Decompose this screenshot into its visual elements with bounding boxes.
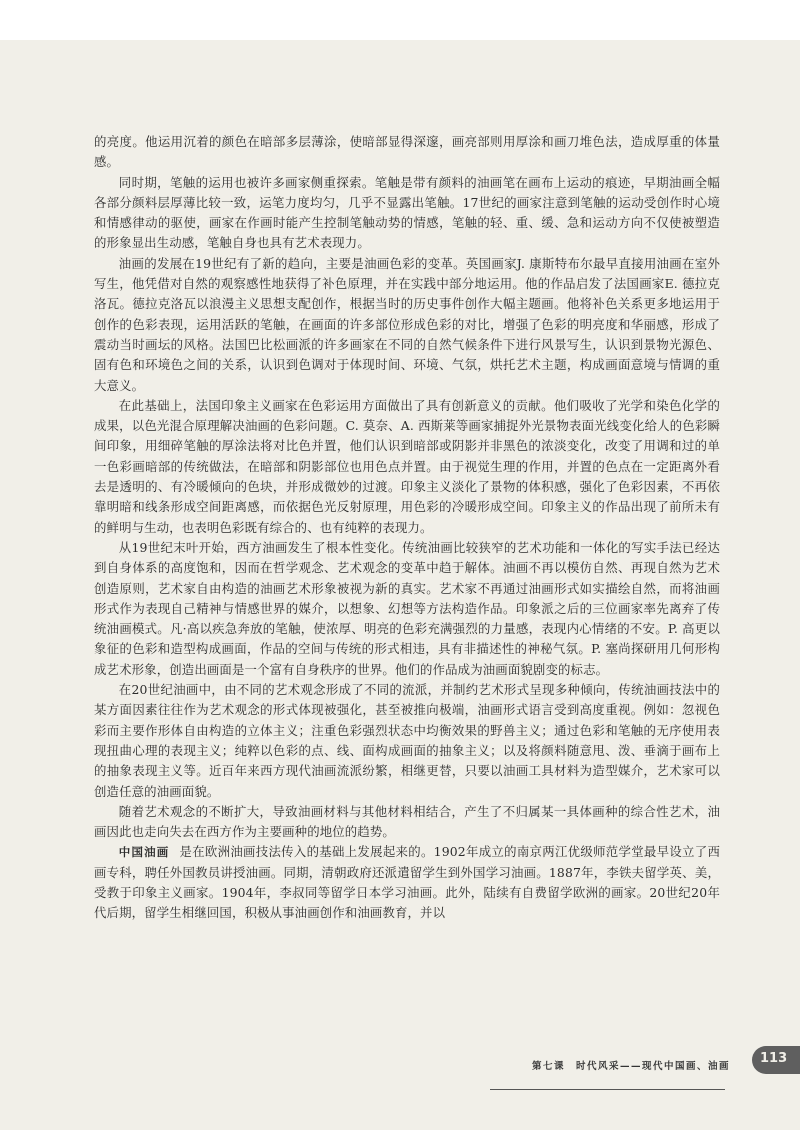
section-text: 是在欧洲油画技法传入的基础上发展起来的。1902年成立的南京两江优级师范学堂最早设立了西画专科，聘任外国教员讲授油画。同期，清朝政府还派遣留学生到外国学习油画。1887年，李铁夫留学英、美，受教于印象主义画家。1904年，李叔同等留学日本学习油画。此外，陆续有自费留学欧洲的画家。20世纪20年代后期，留学生相继回国，积极从事油画创作和油画教育，并以 — [94, 844, 721, 921]
running-title: 第七课 时代风采——现代中国画、油画 — [531, 1061, 730, 1072]
paragraph-4: 在此基础上，法国印象主义画家在色彩运用方面做出了具有创新意义的贡献。他们吸收了光学和染色化学的成果，以色光混合原理解决油画的色彩问题。C. 莫奈、A. 西斯莱等画家捕捉外光景物表面光线变化给人的色彩瞬间印象，用细碎笔触的厚涂法将对比色并置，他们认识到暗部或阴影并非黑色的浓淡变化，改变了用调和过的单一色彩画暗部的传统做法，在暗部和阴影部位也用色点并置。由于视觉生理的作用，并置的色点在一定距离外看去是透明的、有冷暖倾向的色块，并形成微妙的过渡。印象主义淡化了景物的体积感，强化了色彩因素，不再依靠明暗和线条形成空间距离感，而依据色光反射原理，用色彩的冷暖形成空间。印象主义的作品出现了前所未有的鲜明与生动，也表明色彩既有综合的、也有纯粹的表现力。 — [94, 397, 720, 535]
page-number: 113 — [760, 1051, 788, 1066]
scanned-page — [0, 40, 800, 1130]
paragraph-1: 的亮度。他运用沉着的颜色在暗部多层薄涂，使暗部显得深邃，画亮部则用厚涂和画刀堆色法，造成厚重的体量感。 — [94, 134, 720, 170]
section-paragraph — [94, 842, 720, 923]
paragraph-5: 从19世纪末叶开始，西方油画发生了根本性变化。传统油画比较狭窄的艺术功能和一体化的写实手法已经达到自身体系的高度饱和，因而在哲学观念、艺术观念的变革中趋于解体。油画不再以模仿自然、再现自然为艺术创造原则，艺术家自由构造的油画艺术形象被视为新的真实。艺术家不再通过油画形式如实描绘自然，而将油画形式作为表现自己精神与情感世界的媒介，以想象、幻想等方法构造作品。印象派之后的三位画家率先离弃了传统油画模式。凡·高以疾急奔放的笔触，使浓厚、明亮的色彩充满强烈的力量感，表现内心情绪的不安。P. 高更以象征的色彩和造型构成画面，作品的空间与传统的形式相违，具有非描述性的神秘气氛。P. 塞尚探研用几何形构成艺术形象，创造出画面是一个富有自身秩序的世界。他们的作品成为油画面貌剧变的标志。 — [94, 539, 720, 677]
paragraph-2: 同时期，笔触的运用也被许多画家侧重探索。笔触是带有颜料的油画笔在画布上运动的痕迹，早期油画全幅各部分颜料层厚薄比较一致，运笔力度均匀，几乎不显露出笔触。17世纪的画家注意到笔触的运动受创作时心境和情感律动的驱使，画家在作画时能产生控制笔触动势的情感，笔触的轻、重、缓、急和运动方向不仅使被塑造的形象显出生动感，笔触自身也具有艺术表现力。 — [94, 174, 720, 251]
footer-divider — [490, 1089, 725, 1090]
paragraph-7: 随着艺术观念的不断扩大，导致油画材料与其他材料相结合，产生了不归属某一具体画种的综合性艺术，油画因此也走向失去在西方作为主要画种的地位的趋势。 — [94, 803, 720, 840]
paragraph-6: 在20世纪油画中，由不同的艺术观念形成了不同的流派，并制约艺术形式呈现多种倾向，传统油画技法中的某方面因素往往作为艺术观念的形式体现被强化，甚至被推向极端，油画形式语言受到高度重视。例如：忽视色彩而主要作形体自由构造的立体主义；注重色彩强烈状态中均衡效果的野兽主义；通过色彩和笔触的无序使用表现扭曲心理的表现主义；纯粹以色彩的点、线、面构成画面的抽象主义；以及将颜料随意甩、泼、垂滴于画布上的抽象表现主义等。近百年来西方现代油画流派纷繁，相继更替，只要以油画工具材料为造型媒介，艺术家可以创造任意的油画面貌。 — [94, 682, 720, 799]
body-text — [94, 132, 720, 924]
paragraph-3: 油画的发展在19世纪有了新的趋向，主要是油画色彩的变革。英国画家J. 康斯特布尔最早直接用油画在室外写生，他凭借对自然的观察感性地获得了补色原理，并在实践中部分地运用。他的作品启发了法国画家E. 德拉克洛瓦。德拉克洛瓦以浪漫主义思想支配创作，根据当时的历史事件创作大幅主题画。他将补色关系更多地运用于创作的色彩表现，运用活跃的笔触，在画面的许多部位形成色彩的对比，增强了色彩的明亮度和华丽感，形成了震动当时画坛的风格。法国巴比松画派的许多画家在不同的自然气候条件下进行风景写生，认识到景物光源色、固有色和环境色之间的关系，认识到色调对于体现时间、环境、气氛，烘托艺术主题，构成画面意境与情调的重大意义。 — [94, 255, 720, 393]
section-heading: 中国油画 — [118, 845, 170, 860]
